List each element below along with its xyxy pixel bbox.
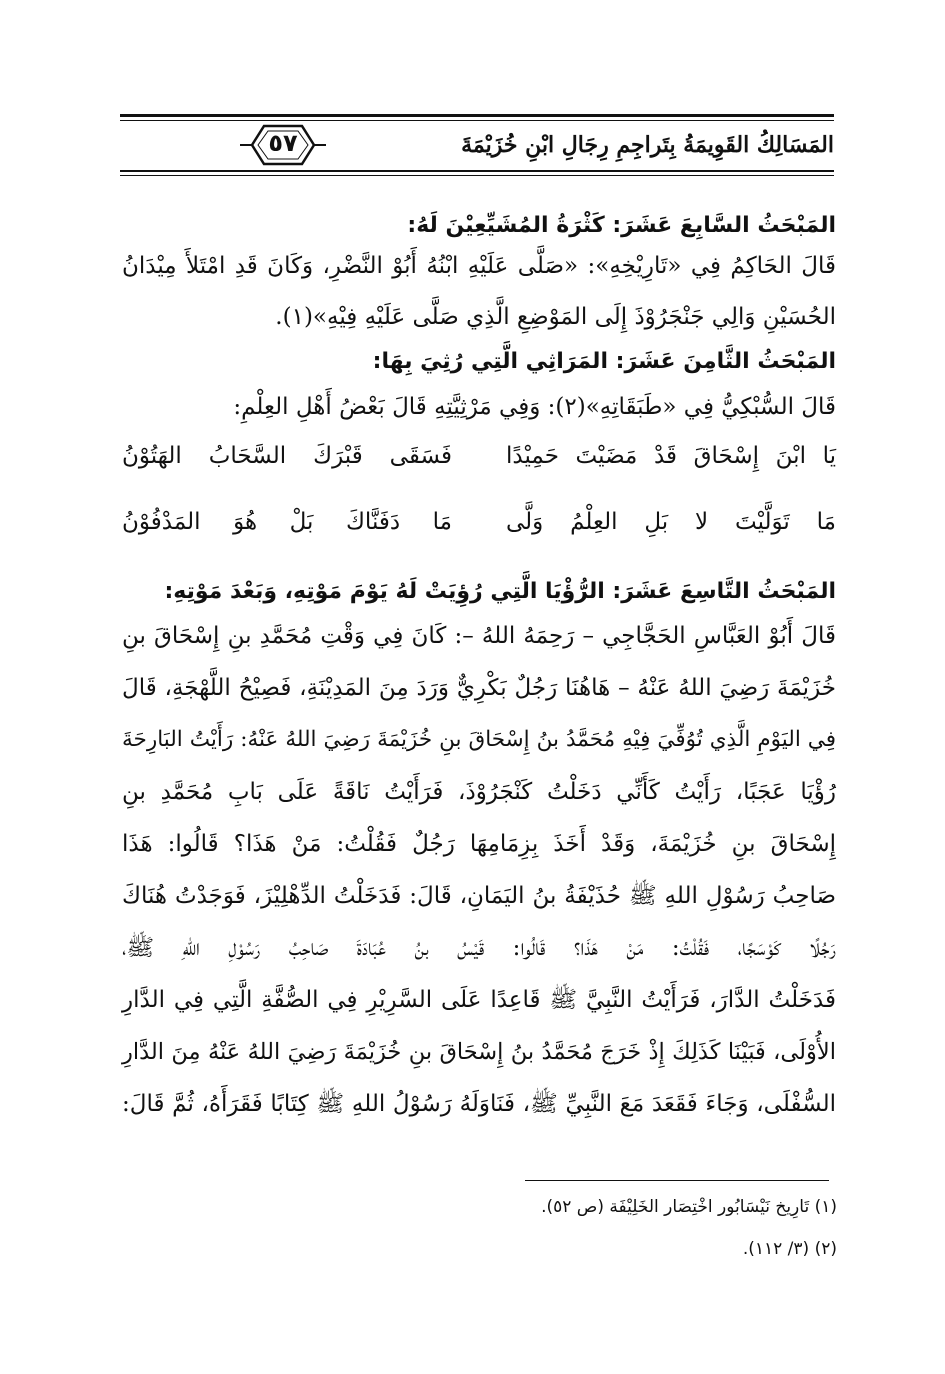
body-line: قَالَ السُّبْكِيُّ فِي «طَبَقَاتِهِ»(٢): وَفِي مَرْثِيَّتِهِ قَالَ بَعْضُ أَهْلِ العِلْمِ: [233,394,836,420]
body-line: رَجُلًا كَوْسَجًا، فَقُلْتُ: مَنْ هَذَا؟ قَالُوا: قَيْسُ بنُ عُبَادَةَ صَاحِبُ رَسُوْلِ اللهِ ﷺ، [122,935,836,961]
body-line: الحُسَيْنِ وَالِي جَنْجَرُوْذَ إِلَى المَوْضِعِ الَّذِي صَلَّى عَلَيْهِ فِيْهِ»(١). [275,304,836,330]
poem-verse [122,443,836,487]
header-rule-bottom [120,170,834,172]
footnote-2: (٢) (٣/ ١١٢). [742,1239,837,1259]
body-line: قَالَ الحَاكِمُ فِي «تَارِيْخِهِ»: «صَلَّى عَلَيْهِ ابْنُهُ أَبُوْ النَّضْرِ، وَكَانَ قَدِ امْتَلأَ مِيْدَانُ [122,253,836,279]
section-heading-19: المَبْحَثُ التَّاسِعَ عَشَرَ: الرُّؤْيَا الَّتِي رُؤِيَتْ لَهُ يَوْمَ مَوْتِهِ، وَبَعْدَ مَوْتِهِ: [164,579,836,604]
verse-first-hemistich: يَا ابْنَ إِسْحَاقَ قَدْ مَضَيْتَ حَمِيْدًا [506,443,836,469]
verse-second-hemistich: فَسَقَى قَبْرَكَ السَّحَابُ الهَتُوْنُ [122,443,452,469]
body-line: الأُوْلَى، فَبَيْنَا كَذَلِكَ إِذْ خَرَجَ مُحَمَّدُ بنُ إِسْحَاقَ بنِ خُزَيْمَةَ رَضِيَ اللهُ عَنْهُ مِنَ الدَّارِ [122,1039,836,1065]
body-line: خُزَيْمَةَ رَضِيَ اللهُ عَنْهُ – هَاهُنَا رَجُلٌ بَكْرِيٌّ وَرَدَ مِنَ المَدِيْنَةِ، فَصِيْحُ اللَّهْجَةِ، قَالَ [122,675,836,701]
body-line: قَالَ أَبُوْ العَبَّاسِ الحَجَّاجِي – رَحِمَهُ اللهُ –: كَانَ فِي وَقْتِ مُحَمَّدِ بنِ إِسْحَاقَ بنِ [122,623,836,649]
body-line: صَاحِبُ رَسُوْلِ اللهِ ﷺ حُذَيْفَةُ بنُ اليَمَانِ، قَالَ: فَدَخَلْتُ الدِّهْلِيْزَ، فَوَجَدْتُ هُنَاكَ [122,883,836,909]
header-rule-top [120,114,834,117]
footnote-1: (١) تَارِيخ نَيْسَابُور اخْتِصَار الخَلِيْفَة (ص ٥٢). [541,1197,837,1217]
body-line: السُّفْلَى، وَجَاءَ فَقَعَدَ مَعَ النَّبِيِّ ﷺ، فَنَاوَلَهُ رَسُوْلُ اللهِ ﷺ كِتَابًا فَقَرَأَهُ، ثُمَّ قَالَ: [122,1091,836,1117]
page-number-badge [238,120,328,170]
body-line: فَدَخَلْتُ الدَّارَ، فَرَأَيْتُ النَّبِيَّ ﷺ قَاعِدًا عَلَى السَّرِيْرِ فِي الصُّفَّةِ الَّتِي فِي الدَّارِ [122,987,836,1013]
verse-first-hemistich: مَا تَوَلَّيْتَ لا بَلِ العِلْمُ وَلَّى [506,509,836,535]
header-rule-top-thin [120,120,834,121]
section-heading-17: المَبْحَثُ السَّابِعَ عَشَرَ: كَثْرَةُ المُشَيِّعِيْنَ لَهُ: [407,213,836,238]
page-number: ٥٧ [268,129,298,157]
header-rule-bottom-thin [120,175,834,176]
section-heading-18: المَبْحَثُ الثَّامِنَ عَشَرَ: المَرَاثِي الَّتِي رُثِيَ بِهَا: [372,349,836,374]
verse-second-hemistich: مَا دَفَنَّاكَ بَلْ هُوَ المَدْفُوْنُ [122,509,452,535]
body-line: فِي اليَوْمِ الَّذِي تُوُفِّيَ فِيْهِ مُحَمَّدُ بنُ إِسْحَاقَ بنِ خُزَيْمَةَ رَضِيَ اللهُ عَنْهُ: رَأَيْتُ البَارِحَةَ [122,727,836,752]
running-title: المَسَالِكُ القَوِيمَةُ بِتَراجِمِ رِجَالِ ابْنِ خُزَيْمَةَ [461,132,834,158]
body-line: إِسْحَاقَ بنِ خُزَيْمَةَ، وَقَدْ أَخَذَ بِزِمَامِهَا رَجُلٌ فَقُلْتُ: مَنْ هَذَا؟ قَالُوا: هَذَا [122,831,836,857]
body-line: رُؤْيَا عَجَبًا، رَأَيْتُ كَأَنِّي دَخَلْتُ كَنْجَرُوْذَ، فَرَأَيْتُ نَاقَةً عَلَى بَابِ مُحَمَّدِ بنِ [122,779,836,805]
poem-verse [122,509,836,553]
page-header [120,100,834,180]
footnote-separator [525,1180,829,1181]
